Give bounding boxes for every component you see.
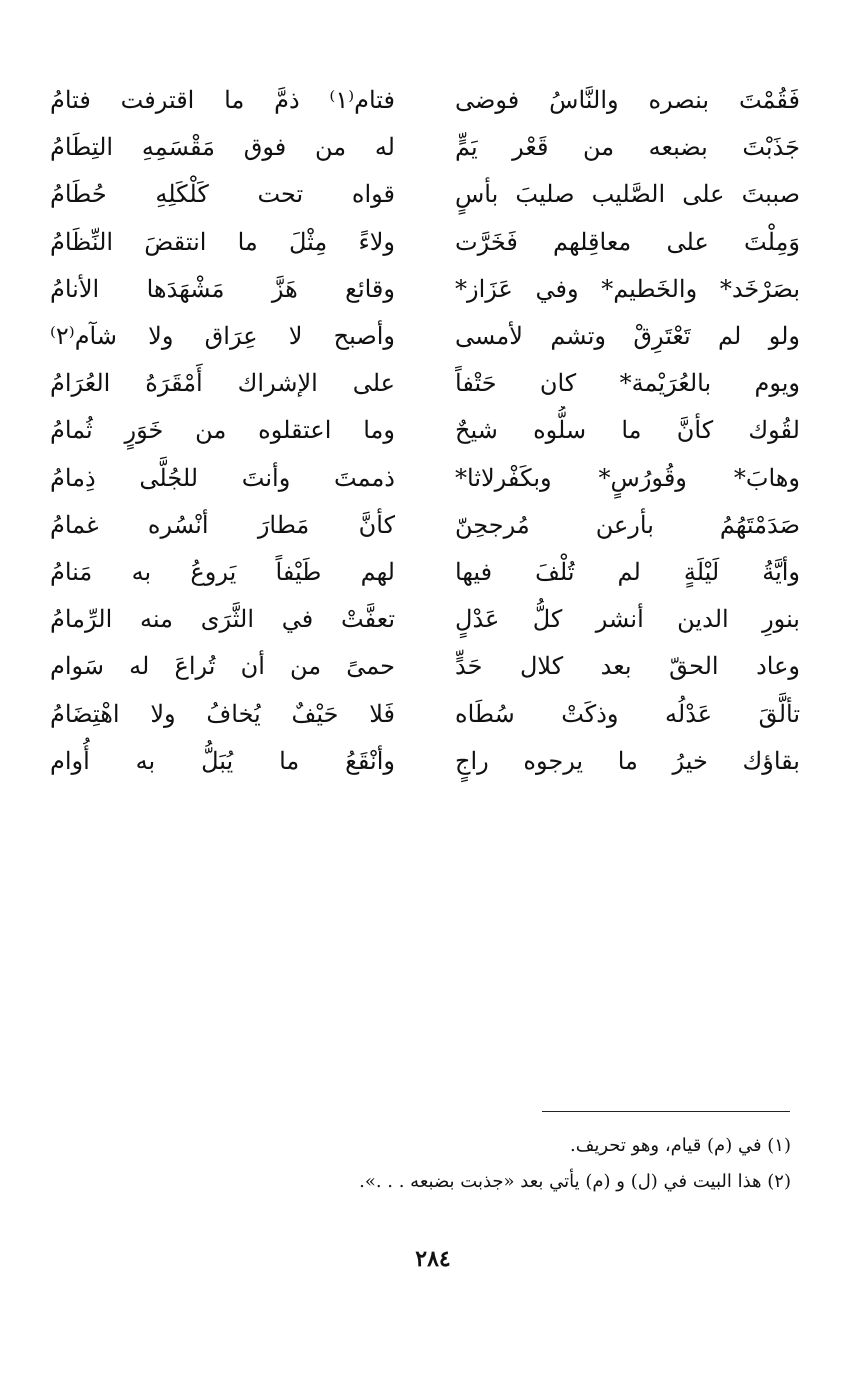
verse-second-hemistich: لهم طَيْفاً يَروعُ به مَنامُ bbox=[50, 558, 395, 586]
verse-row bbox=[40, 170, 800, 218]
verse-second-hemistich: على الإشراك أَمْقَرَهُ العُرَامُ bbox=[50, 369, 395, 398]
verse-first-hemistich: بصَرْخَد* والخَطيم* وفي عَزَاز* bbox=[455, 274, 800, 303]
verse-second-hemistich: له من فوق مَقْسَمِهِ التِطَامُ bbox=[50, 133, 395, 162]
verse-first-hemistich: وَمِلْتَ على معاقِلهم فَخَرَّت bbox=[455, 227, 800, 256]
verse-row bbox=[40, 76, 800, 124]
verse-row bbox=[40, 406, 800, 454]
verse-first-hemistich: تألَّقَ عَدْلُه وذكَتْ سُطَاه bbox=[455, 699, 800, 728]
verse-second-hemistich: وقائع هَزَّ مَشْهَدَها الأنامُ bbox=[50, 274, 395, 303]
verse-row bbox=[40, 642, 800, 690]
verse-first-hemistich: فَقُمْتَ بنصره والنَّاسُ فوضى bbox=[455, 86, 800, 114]
verse-second-hemistich: وأصبح لا عِرَاق ولا شآم⁽٢⁾ bbox=[50, 322, 395, 350]
verse-second-hemistich: حمىً من أن تُراعَ له سَوام bbox=[50, 652, 395, 681]
verse-first-hemistich: صَدَمْتَهُمُ بأرعن مُرجحِنّ bbox=[455, 510, 800, 539]
verse-second-hemistich: كأنَّ مَطارَ أنْسُره غمامُ bbox=[50, 510, 395, 539]
verse-first-hemistich: لقُوك كأنَّ ما سلُّوه شيحٌ bbox=[455, 416, 800, 445]
verse-second-hemistich: تعفَّتْ في الثَّرَى منه الرِّمامُ bbox=[50, 605, 395, 634]
verse-row bbox=[40, 454, 800, 502]
verse-first-hemistich: وأيَّةُ لَيْلَةٍ لم تُلْفَ فيها bbox=[455, 558, 800, 586]
footnotes bbox=[231, 1128, 791, 1200]
verse-first-hemistich: صببتَ على الصَّليب صليبَ بأسٍ bbox=[455, 180, 800, 209]
verse-row bbox=[40, 265, 800, 313]
verse-second-hemistich: ذممتَ وأنتَ للجُلَّى ذِمامُ bbox=[50, 463, 395, 492]
verse-second-hemistich: وأنْقَعُ ما يُبَلُّ به أُوام bbox=[50, 746, 395, 775]
verse-row bbox=[40, 359, 800, 407]
verse-row bbox=[40, 548, 800, 596]
verse-second-hemistich: وما اعتقلوه من خَوَرٍ ثُمامُ bbox=[50, 416, 395, 445]
verse-row bbox=[40, 501, 800, 549]
footnote-2: (٢) هذا البيت في (ل) و (م) يأتي بعد «جذبت بضبعه . . .». bbox=[359, 1171, 791, 1192]
verse-second-hemistich: فَلا حَيْفٌ يُخافُ ولا اهْتِضَامُ bbox=[50, 699, 395, 728]
verse-second-hemistich: قواه تحت كَلْكَلِهِ حُطَامُ bbox=[50, 180, 395, 209]
page-number: ٢٨٤ bbox=[415, 1246, 451, 1272]
poem-body bbox=[40, 76, 800, 796]
verse-row bbox=[40, 737, 800, 785]
verse-first-hemistich: جَذَبْتَ بضبعه من قَعْر يَمٍّ bbox=[455, 133, 800, 162]
verse-row bbox=[40, 312, 800, 360]
verse-row bbox=[40, 690, 800, 738]
verse-first-hemistich: بنورِ الدين أنشر كلُّ عَدْلٍ bbox=[455, 605, 800, 634]
verse-first-hemistich: بقاؤك خيرُ ما يرجوه راجٍ bbox=[455, 746, 800, 775]
verse-first-hemistich: ويوم بالعُرَيْمة* كان حَتْفاً bbox=[455, 369, 800, 398]
verse-second-hemistich: ولاءً مِثْلَ ما انتقضَ النِّظَامُ bbox=[50, 227, 395, 256]
verse-row bbox=[40, 218, 800, 266]
verse-row bbox=[40, 123, 800, 171]
footnote-1: (١) في (م) قيام، وهو تحريف. bbox=[569, 1135, 791, 1156]
verse-row bbox=[40, 595, 800, 643]
verse-second-hemistich: فتام⁽١⁾ ذمَّ ما اقترفت فتامُ bbox=[50, 86, 395, 114]
verse-first-hemistich: وعاد الحقّ بعد كلال حَدٍّ bbox=[455, 652, 800, 681]
verse-first-hemistich: ولو لم تَعْتَرِقْ وتشم لأمسى bbox=[455, 322, 800, 350]
verse-first-hemistich: وهابَ* وقُورُسٍ* وبكَفْرلاثا* bbox=[455, 463, 800, 492]
footnote-separator bbox=[542, 1111, 790, 1112]
